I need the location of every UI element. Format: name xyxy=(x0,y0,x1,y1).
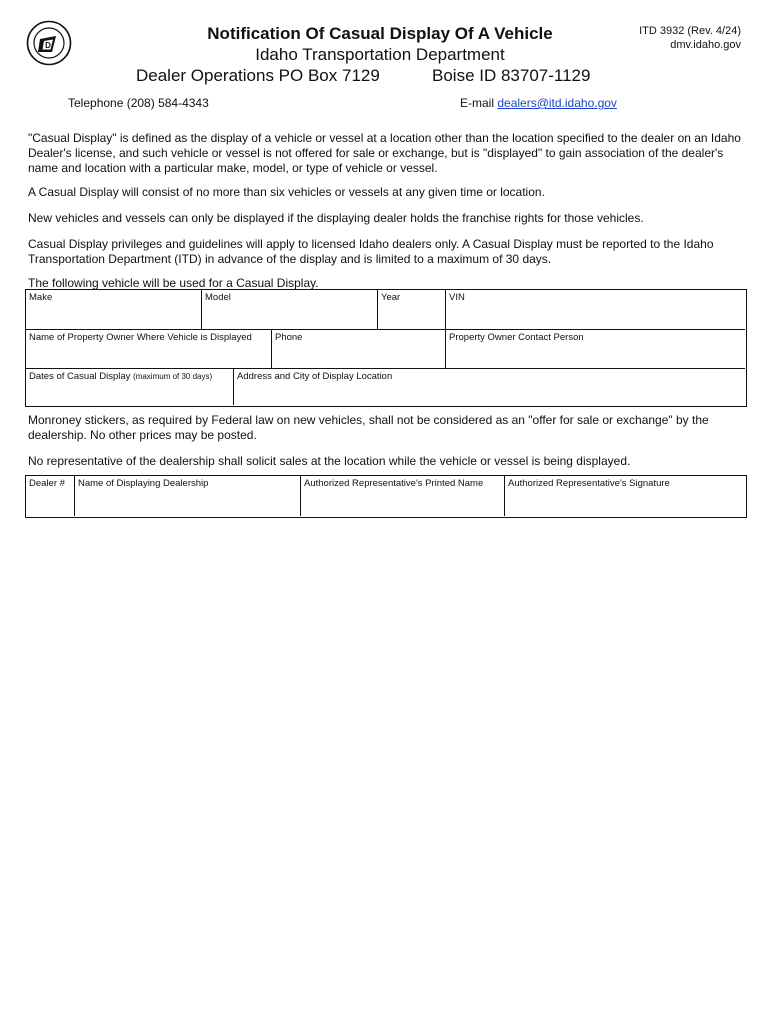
email-line xyxy=(460,96,617,110)
dealer-table xyxy=(25,475,747,518)
year-field[interactable] xyxy=(377,290,445,329)
email-link[interactable]: dealers@itd.idaho.gov xyxy=(497,96,617,110)
telephone: Telephone (208) 584-4343 xyxy=(68,96,209,110)
display-dates-field[interactable] xyxy=(26,368,233,405)
display-address-field[interactable] xyxy=(233,368,745,405)
contact-person-field[interactable] xyxy=(445,329,745,368)
privileges-paragraph: Casual Display privileges and guidelines will apply to licensed Idaho dealers only. A Casual Display must be reported to the Idaho Transportation Department (ITD) in advance of the display and is limited to a maximum of 30 days. xyxy=(28,237,714,266)
form-number-block xyxy=(639,24,741,52)
itd-logo-icon xyxy=(26,20,72,66)
solicit-paragraph: No representative of the dealership shall solicit sales at the location while the vehicle or vessel is being displayed. xyxy=(28,454,631,468)
vehicle-intro: The following vehicle will be used for a Casual Display. xyxy=(28,276,319,290)
model-field[interactable] xyxy=(201,290,377,329)
website: dmv.idaho.gov xyxy=(670,39,741,51)
display-dates-note: (maximum of 30 days) xyxy=(133,372,213,381)
dealership-name-label: Name of Displaying Dealership xyxy=(78,478,209,489)
dealer-number-label: Dealer # xyxy=(29,478,65,489)
year-label: Year xyxy=(381,292,401,303)
city-zip: Boise ID 83707-1129 xyxy=(432,66,591,85)
display-address-label: Address and City of Display Location xyxy=(237,371,393,382)
rep-signature-field[interactable] xyxy=(504,476,745,516)
form-title: Notification Of Casual Display Of A Vehicle xyxy=(207,24,553,43)
property-owner-label: Name of Property Owner Where Vehicle is Displayed xyxy=(29,332,252,343)
display-dates-label: Dates of Casual Display xyxy=(29,371,131,382)
rep-printed-name-field[interactable] xyxy=(300,476,504,516)
rep-printed-name-label: Authorized Representative's Printed Name xyxy=(304,478,484,489)
vehicle-table xyxy=(25,289,747,407)
limit-paragraph: A Casual Display will consist of no more than six vehicles or vessels at any given time or location. xyxy=(28,185,545,199)
vin-field[interactable] xyxy=(445,290,745,329)
contact-person-label: Property Owner Contact Person xyxy=(449,332,584,343)
mailing-address: Dealer Operations PO Box 7129 xyxy=(136,66,380,85)
model-label: Model xyxy=(205,292,231,303)
property-owner-field[interactable] xyxy=(26,329,271,368)
department-name: Idaho Transportation Department xyxy=(255,45,505,64)
dealership-name-field[interactable] xyxy=(74,476,300,516)
form-number: ITD 3932 (Rev. 4/24) xyxy=(639,25,741,37)
svg-text:D: D xyxy=(45,41,51,50)
rep-signature-label: Authorized Representative's Signature xyxy=(508,478,670,489)
make-field[interactable] xyxy=(26,290,201,329)
definition-paragraph: "Casual Display" is defined as the display of a vehicle or vessel at a location other than the location specified to the dealer on an Idaho Dealer's license, and such vehicle or vessel is not offered for sale or exchange, but is "displayed" to gain association of the dealer's name and location with a particular make, model, or type of vehicle or vessel. xyxy=(28,131,741,175)
phone-label: Phone xyxy=(275,332,303,343)
monroney-paragraph: Monroney stickers, as required by Federal law on new vehicles, shall not be considered as an "offer for sale or exchange" by the dealership. No other prices may be posted. xyxy=(28,413,709,442)
phone-field[interactable] xyxy=(271,329,445,368)
make-label: Make xyxy=(29,292,53,303)
email-label: E-mail xyxy=(460,96,498,110)
vin-label: VIN xyxy=(449,292,465,303)
franchise-paragraph: New vehicles and vessels can only be displayed if the displaying dealer holds the franchise rights for those vehicles. xyxy=(28,211,644,225)
dealer-number-field[interactable] xyxy=(26,476,74,516)
